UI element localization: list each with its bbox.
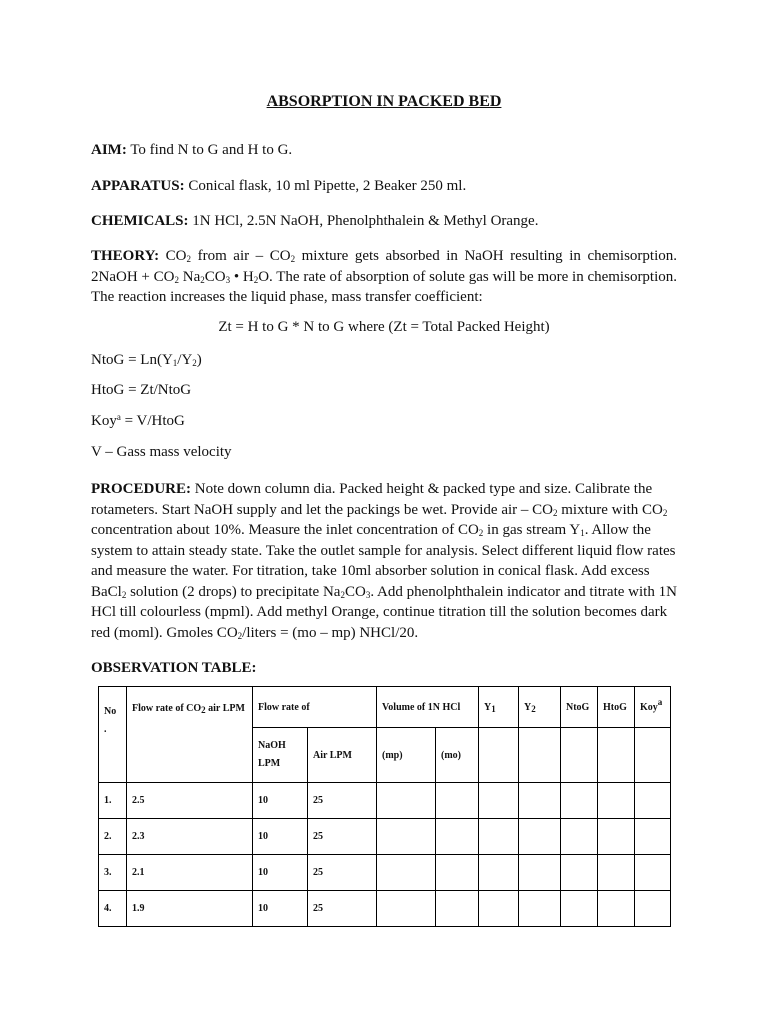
theory-text: CO — [165, 248, 187, 264]
observation-table — [98, 686, 671, 927]
chemicals-text: 1N HCl, 2.5N NaOH, Phenolphthalein & Methyl Orange. — [192, 213, 539, 229]
empty-cell — [436, 783, 479, 819]
cell-no: 1. — [99, 783, 127, 819]
apparatus-text: Conical flask, 10 ml Pipette, 2 Beaker 250 ml. — [188, 178, 467, 194]
theory-text: Na — [182, 268, 201, 285]
cell-co2: 2.5 — [127, 783, 253, 819]
header-mp: (mp) — [377, 728, 436, 783]
theory-text: from air – CO — [197, 248, 291, 264]
aim-paragraph — [91, 140, 677, 161]
subscript: 2 — [186, 254, 192, 264]
formula-text: NtoG = Ln(Y — [91, 352, 173, 368]
empty-cell — [635, 783, 671, 819]
empty-cell — [479, 819, 519, 855]
procedure-text: concentration about 10%. Measure the inlet concentration of CO — [91, 522, 479, 538]
subscript: 1 — [172, 358, 178, 368]
theory-text: CO — [204, 268, 226, 285]
empty-cell — [561, 855, 598, 891]
theory-label: THEORY: — [91, 248, 160, 264]
table-row — [99, 855, 671, 891]
header-volume: Volume of 1N HCl — [377, 687, 479, 728]
header-text: Y — [484, 701, 492, 713]
procedure-paragraph — [91, 479, 677, 643]
empty-cell — [561, 783, 598, 819]
empty-cell — [519, 728, 561, 783]
table-row — [99, 891, 671, 927]
subscript: 2 — [478, 528, 484, 538]
cell-co2: 2.3 — [127, 819, 253, 855]
empty-cell — [519, 819, 561, 855]
empty-cell — [479, 783, 519, 819]
empty-cell — [377, 891, 436, 927]
procedure-text: in gas stream Y — [487, 522, 581, 538]
empty-cell — [519, 891, 561, 927]
observation-table-heading — [91, 658, 677, 679]
cell-air: 25 — [308, 783, 377, 819]
procedure-label: PROCEDURE: — [91, 481, 191, 497]
empty-cell — [377, 819, 436, 855]
cell-naoh: 10 — [253, 783, 308, 819]
subscript: 2 — [531, 703, 536, 714]
apparatus-paragraph — [91, 176, 677, 197]
empty-cell — [635, 855, 671, 891]
subscript: 2 — [340, 589, 345, 600]
empty-cell — [436, 819, 479, 855]
procedure-text: CO — [344, 583, 366, 600]
subscript: 2 — [192, 358, 197, 368]
empty-cell — [479, 728, 519, 783]
cell-no: 2. — [99, 819, 127, 855]
cell-no: 4. — [99, 891, 127, 927]
empty-cell — [635, 819, 671, 855]
empty-cell — [635, 728, 671, 783]
header-naoh: NaOH LPM — [253, 728, 308, 783]
theory-text: mixture gets absorbed in NaOH resulting in chemisorption. 2NaOH + CO — [91, 248, 678, 285]
observation-title: OBSERVATION TABLE: — [91, 660, 257, 676]
aim-text: To find N to G and H to G. — [130, 142, 293, 158]
header-air: Air LPM — [308, 728, 377, 783]
aim-label: AIM: — [91, 142, 127, 158]
header-text: Flow rate of CO — [132, 703, 202, 714]
page-title: ABSORPTION IN PACKED BED — [266, 93, 502, 110]
cell-air: 25 — [308, 891, 377, 927]
subscript: 2 — [290, 254, 296, 264]
subscript: 1 — [580, 528, 585, 538]
equation: Zt = H to G * N to G where (Zt = Total Packed Height) — [218, 319, 550, 335]
empty-cell — [561, 819, 598, 855]
koy-formula — [91, 411, 677, 432]
cell-air: 25 — [308, 819, 377, 855]
ntog-formula — [91, 350, 677, 371]
header-koy — [635, 687, 671, 728]
formula-text: Koy — [91, 413, 117, 429]
superscript: a — [116, 412, 121, 422]
cell-no: 3. — [99, 855, 127, 891]
subscript: 3 — [365, 589, 371, 600]
chemicals-paragraph — [91, 211, 677, 232]
empty-cell — [377, 855, 436, 891]
empty-cell — [561, 728, 598, 783]
superscript: a — [657, 696, 663, 707]
empty-cell — [598, 891, 635, 927]
cell-naoh: 10 — [253, 819, 308, 855]
chemicals-label: CHEMICALS: — [91, 213, 189, 229]
subscript: 2 — [237, 630, 243, 641]
subscript: 2 — [552, 507, 558, 518]
empty-cell — [479, 855, 519, 891]
table-header-row — [99, 687, 671, 728]
empty-cell — [598, 855, 635, 891]
formula-text: ) — [196, 352, 202, 368]
header-ntog: NtoG — [561, 687, 598, 728]
header-flow-rate: Flow rate of — [253, 687, 377, 728]
subscript: 3 — [225, 274, 231, 285]
header-text: Y — [524, 701, 532, 713]
header-co2-flow — [127, 687, 253, 783]
velocity-definition: V – Gass mass velocity — [91, 444, 232, 460]
subscript: 2 — [200, 274, 205, 285]
procedure-text: solution (2 drops) to precipitate Na — [130, 583, 341, 600]
cell-co2: 1.9 — [127, 891, 253, 927]
empty-cell — [598, 783, 635, 819]
empty-cell — [436, 891, 479, 927]
header-y2 — [519, 687, 561, 728]
cell-naoh: 10 — [253, 855, 308, 891]
subscript: 2 — [174, 274, 179, 285]
procedure-text: mixture with CO — [561, 501, 663, 518]
procedure-text: . Allow the system to attain steady state. Take the outlet sample for analysis. Select different liquid flow rates and measure the water. For titration, take 10ml absorber solution in conical flask. Add excess BaCl — [91, 522, 676, 600]
theory-text: • H — [233, 268, 254, 285]
procedure-text: /liters = (mo – mp) NHCl/20. — [242, 624, 419, 641]
subscript: 2 — [253, 274, 259, 285]
empty-cell — [635, 891, 671, 927]
cell-air: 25 — [308, 855, 377, 891]
header-htog: HtoG — [598, 687, 635, 728]
header-text: Koy — [640, 701, 658, 713]
subscript: 2 — [201, 705, 206, 715]
subscript: 2 — [121, 589, 127, 600]
subscript: 2 — [662, 507, 668, 518]
empty-cell — [377, 783, 436, 819]
subscript: 1 — [491, 703, 496, 714]
apparatus-label: APPARATUS: — [91, 178, 185, 194]
htog-formula: HtoG = Zt/NtoG — [91, 382, 192, 398]
procedure-text: . Add phenolphthalein indicator and titrate with 1N HCl till colourless (mpml). Add methyl Orange, continue titration till the solution becomes dark red (moml). Gmoles CO — [91, 583, 677, 641]
empty-cell — [479, 891, 519, 927]
table-row — [99, 783, 671, 819]
header-y1 — [479, 687, 519, 728]
cell-naoh: 10 — [253, 891, 308, 927]
procedure-text: Note down column dia. Packed height & packed type and size. Calibrate the rotameters. Start NaOH supply and let the packings be wet. Provide air – CO — [91, 481, 653, 518]
empty-cell — [598, 728, 635, 783]
empty-cell — [436, 855, 479, 891]
cell-co2: 2.1 — [127, 855, 253, 891]
header-mo: (mo) — [436, 728, 479, 783]
empty-cell — [519, 783, 561, 819]
table-row — [99, 819, 671, 855]
empty-cell — [561, 891, 598, 927]
header-text: air LPM — [208, 703, 245, 714]
formula-text: = V/HtoG — [124, 413, 185, 429]
theory-text: O. The rate of absorption of solute gas will be more in chemisorption. The reaction increases the liquid phase, mass transfer coefficient: — [91, 268, 678, 305]
theory-paragraph — [91, 246, 677, 308]
empty-cell — [519, 855, 561, 891]
empty-cell — [598, 819, 635, 855]
formula-text: /Y — [177, 352, 193, 368]
header-no: No . — [99, 687, 127, 783]
